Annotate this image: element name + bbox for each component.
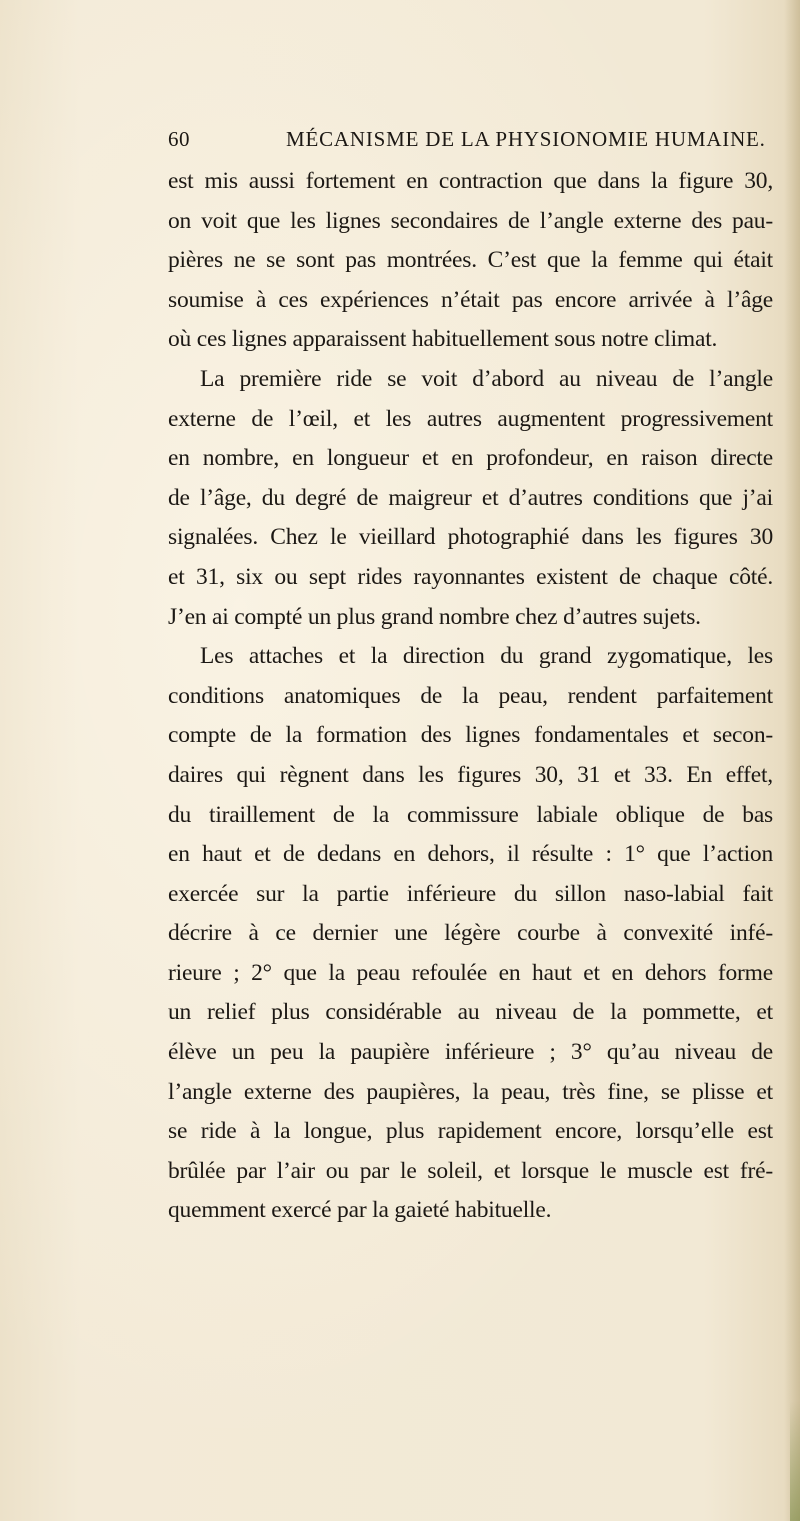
text-line: se ride à la longue, plus rapidement encore, lorsqu’elle est: [168, 1118, 773, 1145]
running-title: MÉCANISME DE LA PHYSIONOMIE HUMAINE.: [286, 127, 766, 151]
text-line: est mis aussi fortement en contraction que dans la figure 30,: [168, 168, 773, 194]
text-line: conditions anatomiques de la peau, rendent parfaitement: [168, 682, 773, 709]
body-text: [168, 162, 773, 1231]
text-line: où ces lignes apparaissent habituellement sous notre climat.: [168, 326, 718, 353]
text-line: soumise à ces expériences n’était pas encore arrivée à l’âge: [168, 286, 773, 313]
page-number: 60: [168, 127, 190, 151]
text-line: Les attaches et la direction du grand zygomatique, les: [200, 643, 773, 670]
text-line: de l’âge, du degré de maigreur et d’autres conditions que j’ai: [168, 484, 773, 511]
text-line: rieure ; 2° que la peau refoulée en haut et en dehors forme: [168, 959, 773, 986]
text-line: du tiraillement de la commissure labiale oblique de bas: [168, 801, 773, 828]
text-line: compte de la formation des lignes fondamentales et secon-: [168, 722, 773, 749]
text-line: élève un peu la paupière inférieure ; 3° qu’au niveau de: [168, 1039, 773, 1066]
text-line: J’en ai compté un plus grand nombre chez d’autres sujets.: [168, 603, 701, 630]
text-line: externe de l’œil, et les autres augmentent progressivement: [168, 405, 773, 432]
text-line: l’angle externe des paupières, la peau, très fine, se plisse et: [168, 1078, 773, 1105]
text-line: quemment exercé par la gaieté habituelle.: [168, 1197, 552, 1224]
page-header: [168, 127, 766, 159]
text-line: brûlée par l’air ou par le soleil, et lorsque le muscle est fré-: [168, 1157, 773, 1184]
text-line: on voit que les lignes secondaires de l’angle externe des pau-: [168, 207, 773, 234]
text-line: en haut et de dedans en dehors, il résulte : 1° que l’action: [168, 841, 773, 868]
text-line: décrire à ce dernier une légère courbe à convexité infé-: [168, 920, 773, 947]
text-line: exercée sur la partie inférieure du sillon naso-labial fait: [168, 880, 773, 907]
text-line: et 31, six ou sept rides rayonnantes existent de chaque côté.: [168, 563, 773, 590]
text-line: pières ne se sont pas montrées. C’est que la femme qui était: [168, 247, 773, 274]
text-line: signalées. Chez le vieillard photographié dans les figures 30: [168, 524, 773, 551]
text-line: La première ride se voit d’abord au niveau de l’angle: [200, 365, 773, 392]
text-line: daires qui règnent dans les figures 30, 31 et 33. En effet,: [168, 761, 773, 788]
page-corner-stain: [790, 1401, 800, 1521]
text-line: un relief plus considérable au niveau de la pommette, et: [168, 999, 773, 1026]
text-line: en nombre, en longueur et en profondeur, en raison directe: [168, 445, 773, 472]
page-edge-shadow: [784, 0, 800, 1521]
